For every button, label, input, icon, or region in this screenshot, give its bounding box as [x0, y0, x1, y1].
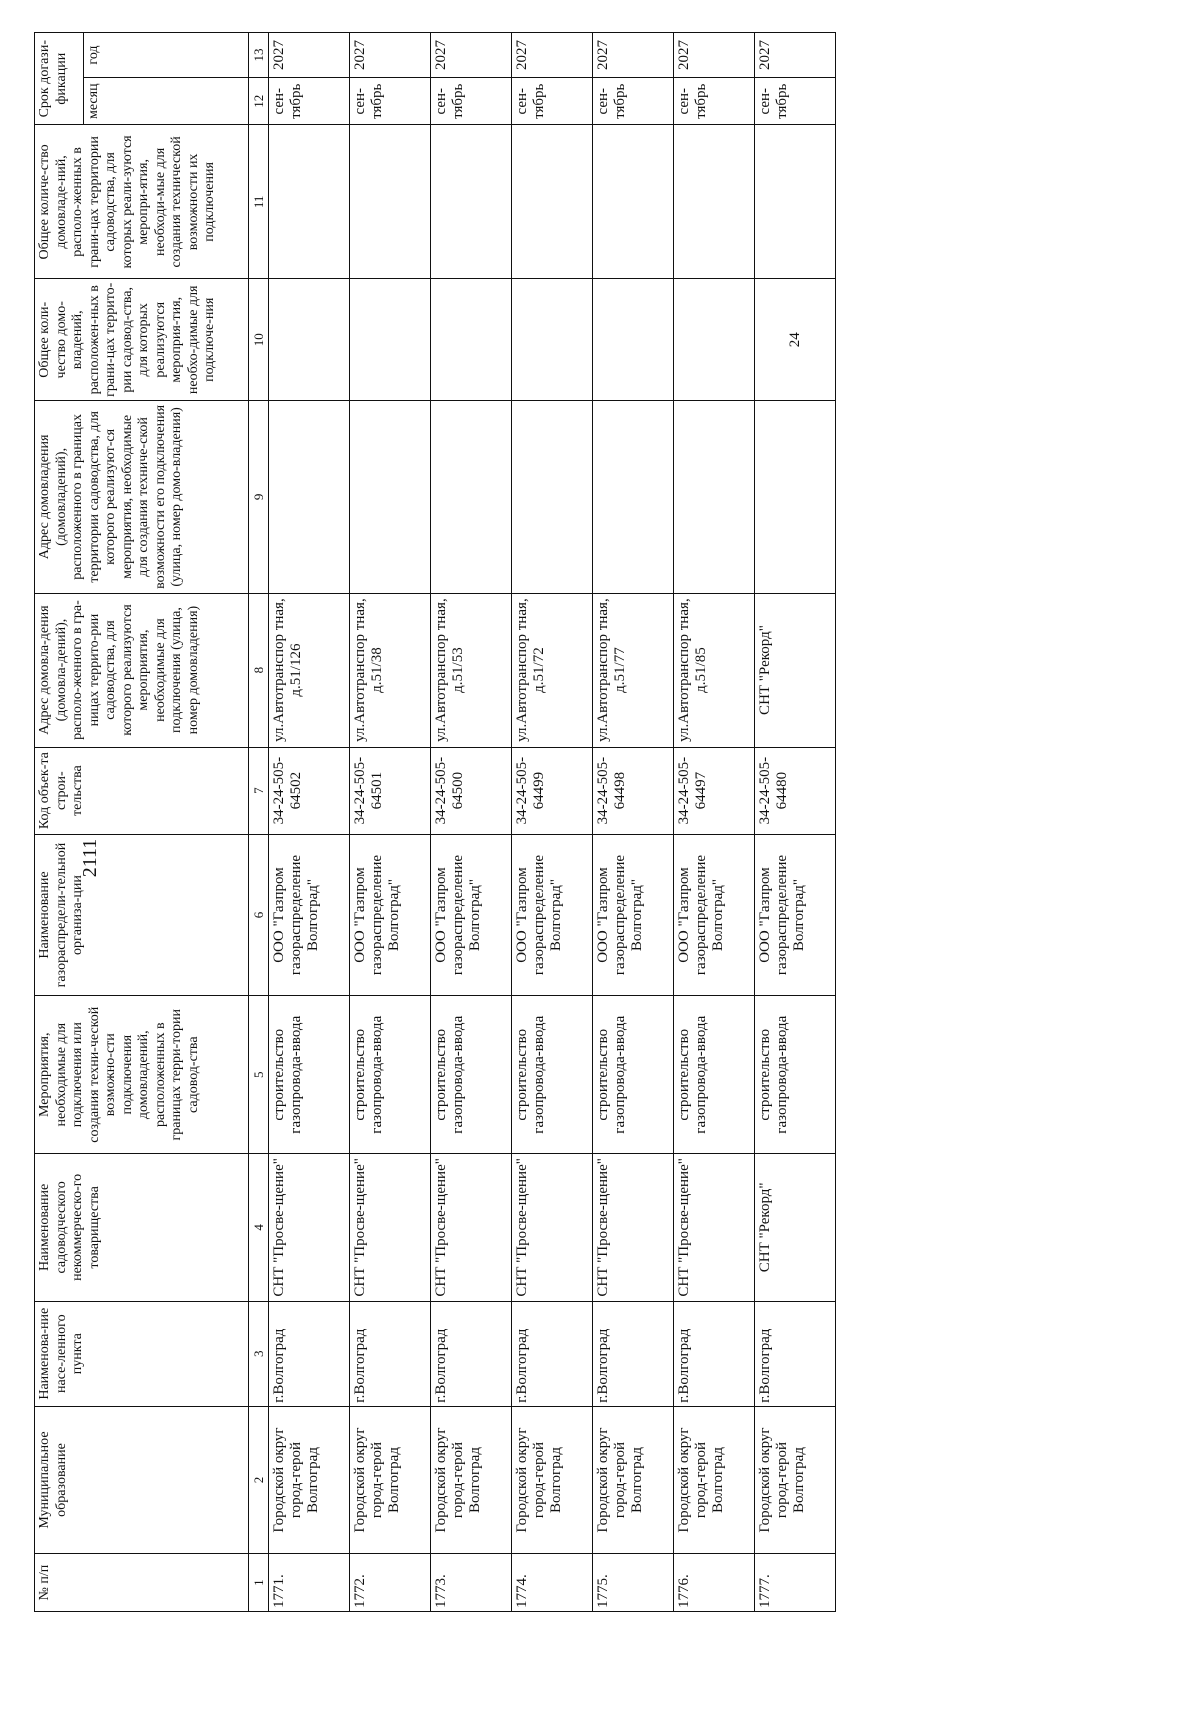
- cell-municipality: Городской округ город-герой Волгоград: [350, 1406, 431, 1554]
- cell-municipality: Городской округ город-герой Волгоград: [674, 1406, 755, 1554]
- cell-measure: строительство газопровода-ввода: [593, 996, 674, 1154]
- header-municipality: Муниципальное образование: [35, 1406, 249, 1554]
- cell-month: сен-тябрь: [593, 77, 674, 124]
- header-snt: Наименование садоводческого некоммерческо-го товарищества: [35, 1154, 249, 1302]
- cell-count-connect: 24: [755, 279, 836, 401]
- cell-address-connect: СНТ "Рекорд": [755, 593, 836, 747]
- table-body: [269, 33, 836, 1612]
- cell-code: 34-24-505-64497: [674, 747, 755, 834]
- cell-year: 2027: [512, 33, 593, 78]
- header-measure: Мероприятия, необходимые для подключения или создания техни-ческой возможно-сти подключения домовладений, расположенных в границах терри-тории садовод-ства: [35, 996, 249, 1154]
- header-address-connect: Адрес домовла-дения (домовла-дений), располо-женного в гра-ницах террито-рии садоводства, для которого реализуются мероприятия, необходимые для подключения (улица, номер домовладения): [35, 593, 249, 747]
- table-row: [431, 33, 512, 1612]
- cell-address-connect: ул.Автотранспор тная, д.51/53: [431, 593, 512, 747]
- cell-count-connect: [512, 279, 593, 401]
- column-number: 12: [249, 77, 269, 124]
- cell-settlement: г.Волгоград: [755, 1301, 836, 1406]
- cell-snt: СНТ "Просве-щение": [269, 1154, 350, 1302]
- cell-snt: СНТ "Просве-щение": [350, 1154, 431, 1302]
- header-count-create: Общее количе-ство домовладе-ний, располо-женных в грани-цах территории садоводства, для которых реали-зуются меропри-ятия, необходи-мые для создания технической возможности их подключения: [35, 125, 249, 279]
- cell-snt: СНТ "Просве-щение": [674, 1154, 755, 1302]
- column-number: 7: [249, 747, 269, 834]
- header-code: Код объек-та строи-тельства: [35, 747, 249, 834]
- cell-count-create: [593, 125, 674, 279]
- column-number-row: [249, 33, 269, 1612]
- cell-settlement: г.Волгоград: [431, 1301, 512, 1406]
- table-row: [674, 33, 755, 1612]
- cell-count-create: [350, 125, 431, 279]
- column-number: 5: [249, 996, 269, 1154]
- header-count-connect: Общее коли-чество домо-владений, расположен-ных в грани-цах террито-рии садовод-ства, для которых реализуются мероприя-тия, необхо-димые для подключе-ния: [35, 279, 249, 401]
- cell-num: 1771.: [269, 1554, 350, 1612]
- cell-address-connect: ул.Автотранспор тная, д.51/38: [350, 593, 431, 747]
- cell-snt: СНТ "Просве-щение": [593, 1154, 674, 1302]
- table-row: [755, 33, 836, 1612]
- cell-gdo: ООО "Газпром газораспределение Волгоград": [755, 834, 836, 996]
- cell-measure: строительство газопровода-ввода: [269, 996, 350, 1154]
- cell-code: 34-24-505-64499: [512, 747, 593, 834]
- cell-year: 2027: [593, 33, 674, 78]
- cell-settlement: г.Волгоград: [593, 1301, 674, 1406]
- cell-count-connect: [674, 279, 755, 401]
- cell-gdo: ООО "Газпром газораспределение Волгоград": [269, 834, 350, 996]
- cell-code: 34-24-505-64501: [350, 747, 431, 834]
- header-gdo: Наименование газораспредели-тельной организа-ции: [35, 834, 249, 996]
- cell-num: 1776.: [674, 1554, 755, 1612]
- cell-year: 2027: [431, 33, 512, 78]
- cell-address-create: [593, 401, 674, 593]
- cell-month: сен-тябрь: [350, 77, 431, 124]
- cell-municipality: Городской округ город-герой Волгоград: [269, 1406, 350, 1554]
- cell-count-create: [674, 125, 755, 279]
- cell-address-create: [350, 401, 431, 593]
- gasification-table: [34, 32, 836, 1612]
- cell-municipality: Городской округ город-герой Волгоград: [512, 1406, 593, 1554]
- header-year: год: [84, 33, 249, 78]
- cell-code: 34-24-505-64480: [755, 747, 836, 834]
- header-month: месяц: [84, 77, 249, 124]
- cell-num: 1777.: [755, 1554, 836, 1612]
- cell-count-create: [512, 125, 593, 279]
- cell-snt: СНТ "Просве-щение": [512, 1154, 593, 1302]
- cell-gdo: ООО "Газпром газораспределение Волгоград": [350, 834, 431, 996]
- cell-year: 2027: [350, 33, 431, 78]
- cell-settlement: г.Волгоград: [512, 1301, 593, 1406]
- cell-gdo: ООО "Газпром газораспределение Волгоград": [512, 834, 593, 996]
- cell-measure: строительство газопровода-ввода: [350, 996, 431, 1154]
- cell-gdo: ООО "Газпром газораспределение Волгоград": [593, 834, 674, 996]
- cell-measure: строительство газопровода-ввода: [755, 996, 836, 1154]
- header-address-create: Адрес домовладения (домовладений), расположенного в границах территории садоводства, для которого реализуют-ся мероприятия, необходимые для создания техниче-ской возможности его подключения (улица, номер домо-владения): [35, 401, 249, 593]
- cell-snt: СНТ "Просве-щение": [431, 1154, 512, 1302]
- table-row: [593, 33, 674, 1612]
- column-number: 4: [249, 1154, 269, 1302]
- cell-count-connect: [593, 279, 674, 401]
- cell-code: 34-24-505-64500: [431, 747, 512, 834]
- cell-measure: строительство газопровода-ввода: [674, 996, 755, 1154]
- column-number: 9: [249, 401, 269, 593]
- cell-address-connect: ул.Автотранспор тная, д.51/77: [593, 593, 674, 747]
- cell-month: сен-тябрь: [755, 77, 836, 124]
- cell-code: 34-24-505-64498: [593, 747, 674, 834]
- cell-measure: строительство газопровода-ввода: [512, 996, 593, 1154]
- cell-measure: строительство газопровода-ввода: [431, 996, 512, 1154]
- column-number: 2: [249, 1406, 269, 1554]
- column-number: 6: [249, 834, 269, 996]
- cell-address-create: [755, 401, 836, 593]
- cell-address-connect: ул.Автотранспор тная, д.51/126: [269, 593, 350, 747]
- cell-municipality: Городской округ город-герой Волгоград: [431, 1406, 512, 1554]
- cell-snt: СНТ "Рекорд": [755, 1154, 836, 1302]
- cell-count-create: [431, 125, 512, 279]
- column-number: 11: [249, 125, 269, 279]
- cell-municipality: Городской округ город-герой Волгоград: [755, 1406, 836, 1554]
- cell-num: 1774.: [512, 1554, 593, 1612]
- cell-month: сен-тябрь: [431, 77, 512, 124]
- cell-settlement: г.Волгоград: [350, 1301, 431, 1406]
- cell-count-connect: [350, 279, 431, 401]
- column-number: 8: [249, 593, 269, 747]
- cell-gdo: ООО "Газпром газораспределение Волгоград": [431, 834, 512, 996]
- cell-address-connect: ул.Автотранспор тная, д.51/72: [512, 593, 593, 747]
- cell-year: 2027: [269, 33, 350, 78]
- header-num: № п/п: [35, 1554, 249, 1612]
- cell-address-create: [269, 401, 350, 593]
- column-number: 3: [249, 1301, 269, 1406]
- cell-year: 2027: [674, 33, 755, 78]
- cell-month: сен-тябрь: [674, 77, 755, 124]
- cell-num: 1772.: [350, 1554, 431, 1612]
- cell-count-create: [755, 125, 836, 279]
- table-row: [512, 33, 593, 1612]
- cell-address-create: [431, 401, 512, 593]
- page-number: 2111: [79, 838, 101, 878]
- cell-address-create: [674, 401, 755, 593]
- cell-count-connect: [269, 279, 350, 401]
- cell-num: 1773.: [431, 1554, 512, 1612]
- column-number: 10: [249, 279, 269, 401]
- header-settlement: Наименова-ние насе-ленного пункта: [35, 1301, 249, 1406]
- cell-gdo: ООО "Газпром газораспределение Волгоград": [674, 834, 755, 996]
- cell-code: 34-24-505-64502: [269, 747, 350, 834]
- cell-settlement: г.Волгоград: [674, 1301, 755, 1406]
- cell-municipality: Городской округ город-герой Волгоград: [593, 1406, 674, 1554]
- cell-address-create: [512, 401, 593, 593]
- header-deadline: Срок догази-фикации: [35, 33, 84, 125]
- column-number: 1: [249, 1554, 269, 1612]
- cell-settlement: г.Волгоград: [269, 1301, 350, 1406]
- table-row: [269, 33, 350, 1612]
- header-row: [35, 33, 84, 1612]
- cell-year: 2027: [755, 33, 836, 78]
- cell-month: сен-тябрь: [269, 77, 350, 124]
- gasification-table-wrapper: [34, 32, 1164, 1612]
- table-row: [350, 33, 431, 1612]
- cell-address-connect: ул.Автотранспор тная, д.51/85: [674, 593, 755, 747]
- cell-num: 1775.: [593, 1554, 674, 1612]
- cell-count-connect: [431, 279, 512, 401]
- cell-count-create: [269, 125, 350, 279]
- cell-month: сен-тябрь: [512, 77, 593, 124]
- column-number: 13: [249, 33, 269, 78]
